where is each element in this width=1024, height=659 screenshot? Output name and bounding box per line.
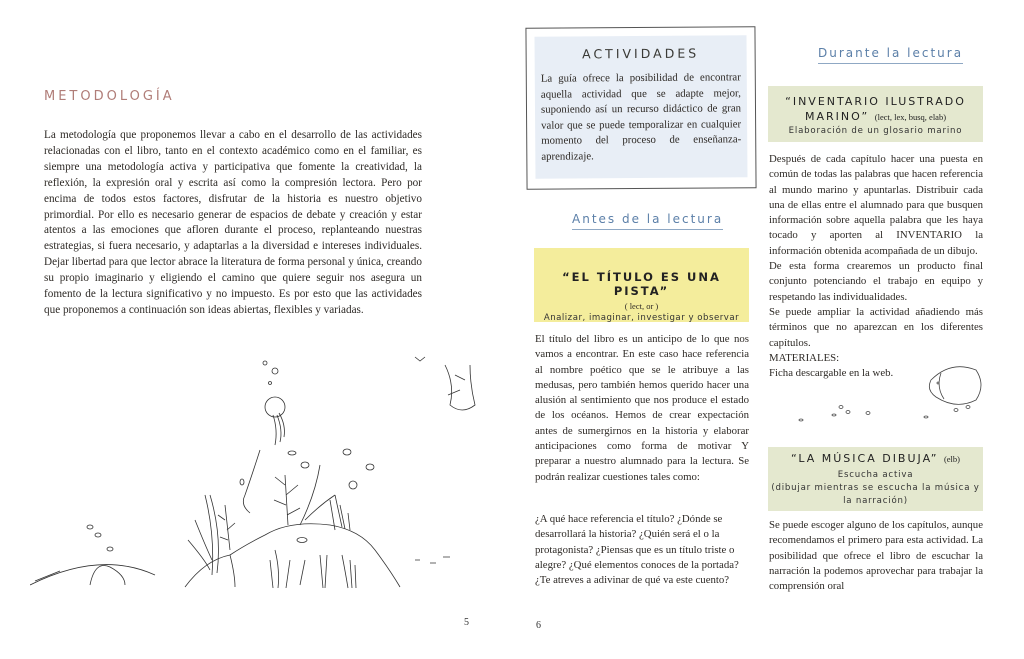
antes-heading: Antes de la lectura (572, 212, 723, 230)
page-title: METODOLOGÍA (44, 88, 175, 104)
methodology-paragraph: La metodología que proponemos llevar a cabo en el desarrollo de las actividades relacionadas con el libro, tanto en el contexto académico como en el familiar, es siempre una metodología activa y participativa que fomente la creatividad, la reflexión, la expresión oral y escrita así como la compresión lectora. Pero por encima de todos estos factores, disfrutar de la historia es nuestro objetivo primordial. Por ello es necesario generar de espacios de debate y creación y estar atentos a las emociones que afloren durante el proceso, replanteando nuestras estrategias, si fuera necesario, y adaptarlas a la diversidad e intereses individuales. Dejar libertad para que lector abrace la literatura de forma personal y única, creando su propio imaginario y eligiendo el camino que quiere seguir nos asegura un fomento de la lectura significativo y no impuesto. Es por esto que las actividades que proponemos a continuación son ideas abiertas, flexibles y variadas. (44, 129, 422, 316)
rock-central (230, 524, 400, 587)
durante-heading: Durante la lectura (818, 46, 963, 64)
coral (445, 365, 475, 410)
inventario-text-3: Se puede ampliar la actividad añadiendo más términos que no aparezcan en los diferentes capítulos. (769, 305, 983, 349)
left-mound (30, 565, 155, 585)
activity-actions-1: Escucha activa (837, 470, 914, 480)
activity-title-text: “LA MÚSICA DIBUJA” (790, 452, 939, 465)
activity-actions: Elaboración de un glosario marino (788, 126, 963, 136)
activity-card-musica (768, 447, 983, 511)
jellyfish (265, 397, 285, 417)
activity-title (768, 451, 983, 467)
actividades-title: ACTIVIDADES (582, 45, 700, 62)
page-number: 5 (464, 617, 469, 628)
fish-illustration (776, 355, 986, 425)
seabed-illustration (30, 345, 500, 590)
page-number: 6 (536, 620, 541, 631)
antes-text: El título del libro es un anticipo de lo que nos vamos a encontrar. En este caso hace referencia al nombre poético que se le atribuye a las medusas, pero también hemos querido hacer una alusión al sentimiento que nos produce el estado de los océanos. Hemos de crear expectación antes de sumergirnos en la historia y elaborar anticipaciones como forma de motivar Y preparar a nuestro alumnado para la lectura. Se podrán realizar cuestiones tales como: (535, 333, 749, 483)
activity-title (768, 94, 983, 125)
rock-left (185, 555, 235, 587)
inventario-text-2: De esta forma crearemos un producto final conjunto potenciando el trabajo en equipo y respetando las individualidades. (769, 260, 983, 303)
activity-actions: Analizar, imaginar, investigar y observar (543, 313, 740, 323)
big-fish (929, 367, 981, 405)
musica-text: Se puede escoger alguno de los capítulos, aunque recomendamos el primero para esta actividad. La posibilidad que ofrece el libro de escuchar la narración la podemos aprovechar para trabajar la comprensión oral (769, 519, 983, 593)
activity-card-titulo (534, 248, 749, 322)
activity-card-inventario (768, 86, 983, 142)
activity-tags: (elb) (943, 454, 960, 464)
materials-text: Ficha descargable en la web. (769, 367, 894, 380)
actividades-text: La guía ofrece la posibilidad de encontrar aquella actividad que se adapte mejor, suponiendo así un recurso didáctico de gran valor que se puede temporalizar en cualquier momento del proceso de enseñanza- aprendizaje. (540, 71, 742, 163)
activity-title-line1: “INVENTARIO ILUSTRADO (785, 95, 966, 108)
antes-questions: ¿A qué hace referencia el título? ¿Dónde se desarrollará la historia? ¿Quién será el o la protagonista? ¿Piensas que es un título triste o alegre? ¿Qué elementos conoces de la portada? ¿Te atreves a adivinar de qué va este cuento? (535, 513, 739, 587)
actividades-box (525, 26, 756, 190)
activity-title: “EL TÍTULO ES UNA PISTA” (562, 270, 721, 298)
activity-actions-2: (dibujar mientras se escucha la música y la narración) (771, 483, 980, 506)
activity-title-line2: MARINO” (804, 110, 870, 123)
left-page (0, 0, 506, 659)
materials-label: MATERIALES: (769, 351, 840, 364)
right-page (506, 0, 1024, 659)
activity-tags: (lect, lex, busq, elab) (874, 112, 947, 122)
inventario-text-block (769, 152, 983, 381)
inventario-text: Después de cada capítulo hacer una puesta en común de todas las palabras que hacen referencia al mundo marino y apuntarlas. Distribuir cada una de ellas entre el alumnado para que busquen información sobre aquella palabra que les haya tocado y aporten al INVENTARIO la información obtenida acompañada de un dibujo. (769, 153, 983, 257)
activity-tags: ( lect, or ) (624, 301, 659, 311)
